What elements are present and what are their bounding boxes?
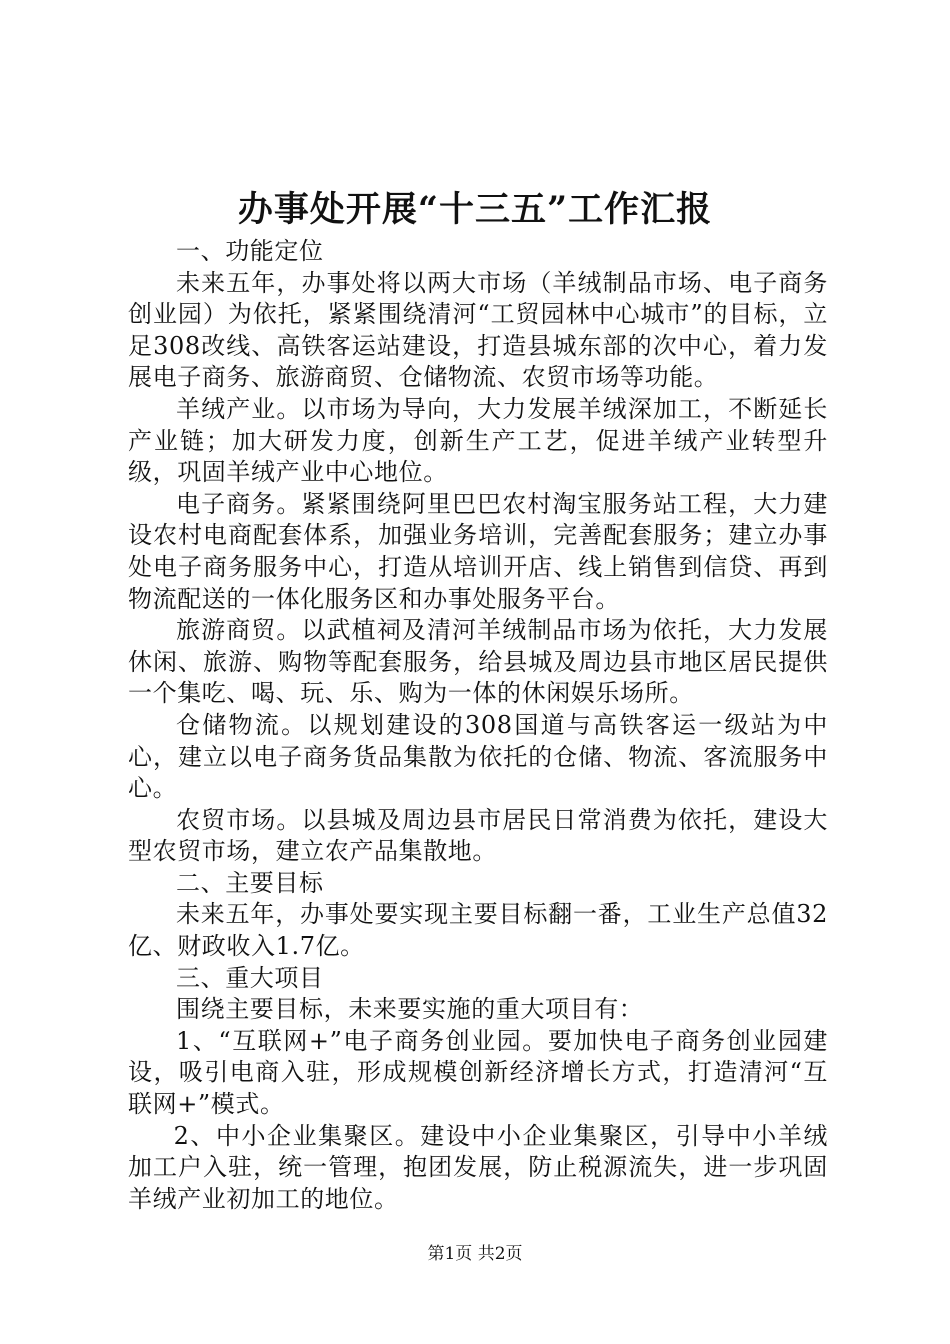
section-heading-1: 一、功能定位 [176,237,324,265]
paragraph-project-2: 2、中小企业集聚区。建设中小企业集聚区，引导中小羊绒加工户入驻，统一管理，抱团发展，防止税源流失，进一步巩固羊绒产业初加工的地位。 [128,1121,828,1213]
page-footer: 第1页 共2页 [427,1244,523,1264]
paragraph-ecommerce: 电子商务。紧紧围绕阿里巴巴农村淘宝服务站工程，大力建设农村电商配套体系，加强业务培训，完善配套服务；建立办事处电子商务服务中心，打造从培训开店、线上销售到信贷、再到物流配送的一体化服务区和办事处服务平台。 [128,489,828,613]
paragraph-cashmere: 羊绒产业。以市场为导向，大力发展羊绒深加工，不断延长产业链；加大研发力度，创新生产工艺，促进羊绒产业转型升级，巩固羊绒产业中心地位。 [128,394,828,487]
paragraph-overview: 未来五年，办事处将以两大市场（羊绒制品市场、电子商务创业园）为依托，紧紧围绕清河“工贸园林中心城市”的目标，立足308改线、高铁客运站建设，打造县城东部的次中心，着力发展电子商务、旅游商贸、仓储物流、农贸市场等功能。 [128,268,828,392]
paragraph-farmers-market: 农贸市场。以县城及周边县市居民日常消费为依托，建设大型农贸市场，建立农产品集散地。 [128,805,828,866]
section-heading-3: 三、重大项目 [176,963,324,992]
document-body [128,236,828,1215]
paragraph-goals: 未来五年，办事处要实现主要目标翻一番，工业生产总值32亿、财政收入1.7亿。 [128,900,828,961]
section-heading-2: 二、主要目标 [176,868,324,897]
paragraph-project-1: 1、“互联网+”电子商务创业园。要加快电子商务创业园建设，吸引电商入驻，形成规模创新经济增长方式，打造清河“互联网+”模式。 [128,1026,828,1119]
paragraph-projects-intro: 围绕主要目标，未来要实施的重大项目有： [176,995,644,1024]
paragraph-tourism: 旅游商贸。以武植祠及清河羊绒制品市场为依托，大力发展休闲、旅游、购物等配套服务，给县城及周边县市地区居民提供一个集吃、喝、玩、乐、购为一体的休闲娱乐场所。 [128,616,828,708]
document-title: 办事处开展“十三五”工作汇报 [237,189,713,230]
paragraph-logistics: 仓储物流。以规划建设的308国道与高铁客运一级站为中心，建立以电子商务货品集散为依托的仓储、物流、客流服务中心。 [128,710,828,803]
